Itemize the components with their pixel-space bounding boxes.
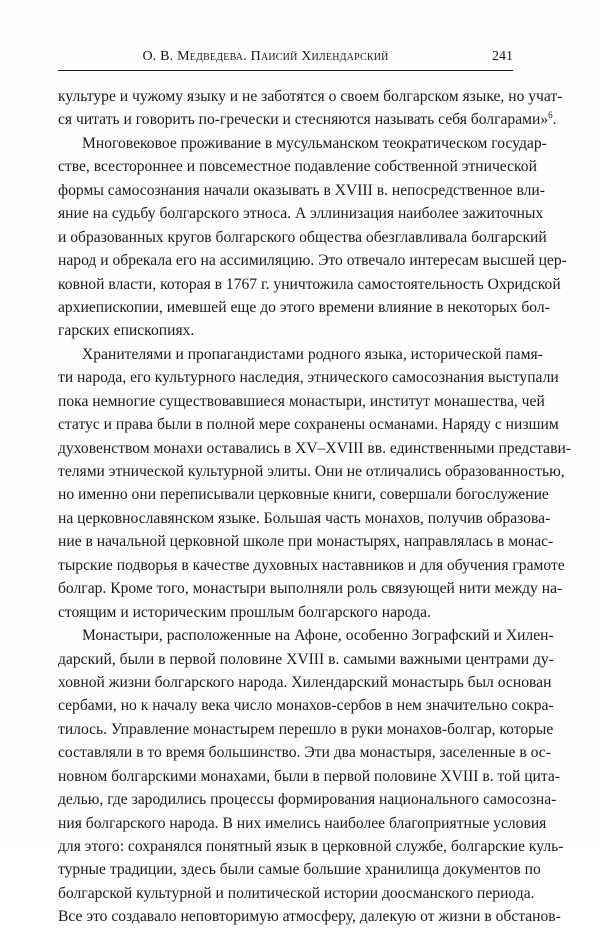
text-line: стоящим и историческим прошлым болгарского народа. [58,603,431,621]
text-line: яние на судьбу болгарского этноса. А эллинизация наиболее зажиточных [58,205,544,223]
text-line: делью, где зародились процессы формирования национального самосозна- [58,791,557,809]
page-number: 241 [492,49,513,64]
text-line: телями этнической культурной элиты. Они не отличались образованностью, [58,463,565,480]
text-line: ния болгарского народа. В них имелись наиболее благоприятные условия [58,814,547,832]
text-line: ние в начальной церковной школе при монастырях, направлялась в монас- [58,533,554,551]
text-line: составляли в то время большинство. Эти два монастыря, заселенные в ос- [58,744,551,762]
text-line: Все это создавало неповторимую атмосферу, далекую от жизни в обстанов- [58,908,561,926]
running-title: О. В. Медведева. Паисий Хилендарский [142,49,389,64]
text-line [58,108,557,131]
text-line: народ и обрекала его на ассимиляцию. Это отвечало интересам высшей цер- [58,252,567,270]
text-line: архиепископии, имевшей еще до этого времени влияние в некоторых бол- [58,298,550,316]
text-line: турные традиции, здесь были самые большие хранилища документов по [58,861,541,879]
text-line: ти народа, его культурного наследия, этнического самосознания выступали [58,369,559,387]
text-line: пока немногие существовавшиеся монастыри, институт монашества, чей [58,392,545,410]
text-line: болгарской культурной и политической истории доосманского периода. [58,884,535,902]
running-header [58,48,513,71]
footnote-reference[interactable]: 6 [548,110,553,121]
text-line: ковной власти, которая в 1767 г. уничтожила самостоятельность Охридской [58,275,561,293]
paragraph [58,132,567,343]
text-line: духовенством монахи оставались в XV–XVIII вв. единственными представи- [58,439,571,457]
text-line: тырские подворья в качестве духовных наставников и для обучения грамоте [58,556,565,574]
text-line: Монастыри, расположенные на Афоне, особенно Зографский и Хилен- [82,627,554,645]
body-text [58,85,571,929]
text-line: сербами, но к началу века число монахов-сербов в нем значительно сокра- [58,697,554,715]
text-line: ховной жизни болгарского народа. Хилендарский монастырь был основан [58,673,552,691]
text-line: на церковнославянском языке. Большая часть монахов, получив образова- [58,509,551,527]
paragraph [58,624,564,929]
paragraph [58,343,571,624]
text-line: гарских епископиях. [58,322,195,340]
text-line: Хранителями и пропагандистами родного языка, исторической памя- [82,345,543,363]
text-line: тилось. Управление монастырем перешло в руки монахов-болгар, которые [58,720,554,738]
text-line: и образованных кругов болгарского общества обезглавливала болгарский [58,228,547,246]
text-line: новном болгарскими монахами, были в первой половине XVIII в. той цита- [58,767,561,785]
text-line: Многовековое проживание в мусульманском теократическом государ- [82,134,547,152]
text-line: статус и права были в полной мере сохранены османами. Наряду с низшим [58,416,559,434]
paragraph [58,85,563,132]
text-line: болгар. Кроме того, монастыри выполняли роль связующей нити между на- [58,580,563,598]
text-line-content: ся читать и говорить по-гречески и стесняются называть себя болгарами» [58,111,549,129]
text-line: стве, всестороннее и повсеместное подавление собственной этнической [58,158,537,176]
text-line: но именно они переписывали церковные книги, совершали богослужение [58,486,549,504]
text-line: формы самосознания начали оказывать в XVIII в. непосредственное вли- [58,181,545,199]
text-line-trailing: . [552,111,557,129]
text-line: культуре и чужому языку и не заботятся о своем болгарском языке, но учат- [58,88,563,105]
text-line: дарский, были в первой половине XVIII в. самыми важными центрами ду- [58,650,554,668]
text-line: для этого: сохранялся понятный язык в церковной службе, болгарские куль- [58,838,564,855]
